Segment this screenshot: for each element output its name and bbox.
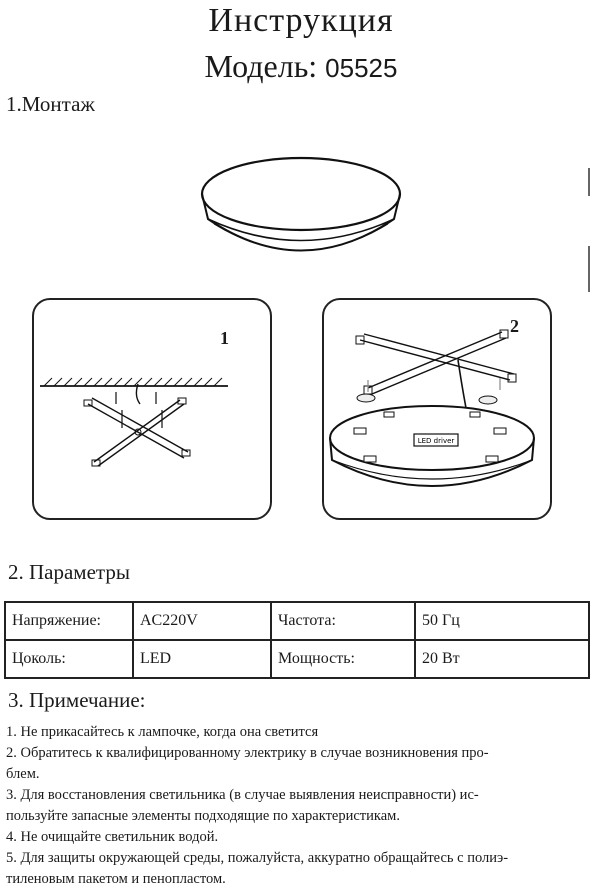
bracket-mounting-diagram [34,300,270,518]
mounting-step-1-panel [32,298,272,520]
model-line [0,48,602,85]
step-1-number: 1 [220,328,229,348]
ceiling-lamp-illustration [196,142,408,278]
step-2-number: 2 [510,316,519,336]
table-row [5,640,589,678]
note-line: пользуйте запасные элементы подходящие по характеристикам. [6,808,400,824]
note-line: тиленовым пакетом и пенопластом. [6,871,226,887]
notes-list [6,722,596,890]
note-line: 4. Не очищайте светильник водой. [6,829,219,845]
model-label: Модель: [204,48,318,84]
mounting-step-2-panel [322,298,552,520]
section-mounting-heading: 1.Монтаж [6,92,95,116]
param-label: Мощность: [271,640,415,678]
section-parameters-heading: 2. Параметры [8,560,130,584]
note-line: блем. [6,766,40,782]
param-label: Частота: [271,602,415,640]
parameters-table [4,601,590,679]
lamp-attach-diagram [324,300,550,518]
page-edge-mark [588,168,590,196]
document-title: Инструкция [208,2,394,39]
note-line: 2. Обратитесь к квалифицированному электрику в случае возникновения про- [6,745,489,761]
table-row [5,602,589,640]
note-line: 5. Для защиты окружающей среды, пожалуйста, аккуратно обращайтесь с полиэ- [6,850,509,866]
section-notes-heading: 3. Примечание: [8,688,146,712]
param-label: Цоколь: [5,640,133,678]
param-value: 50 Гц [415,602,589,640]
driver-label: LED driver [417,437,455,445]
param-label: Напряжение: [5,602,133,640]
note-line: 1. Не прикасайтесь к лампочке, когда она светится [6,724,319,740]
param-value: LED [133,640,271,678]
page-edge-mark [588,246,590,292]
model-number: 05525 [325,53,398,83]
note-line: 3. Для восстановления светильника (в случае выявления неисправности) ис- [6,787,479,803]
param-value: 20 Вт [415,640,589,678]
param-value: AC220V [133,602,271,640]
